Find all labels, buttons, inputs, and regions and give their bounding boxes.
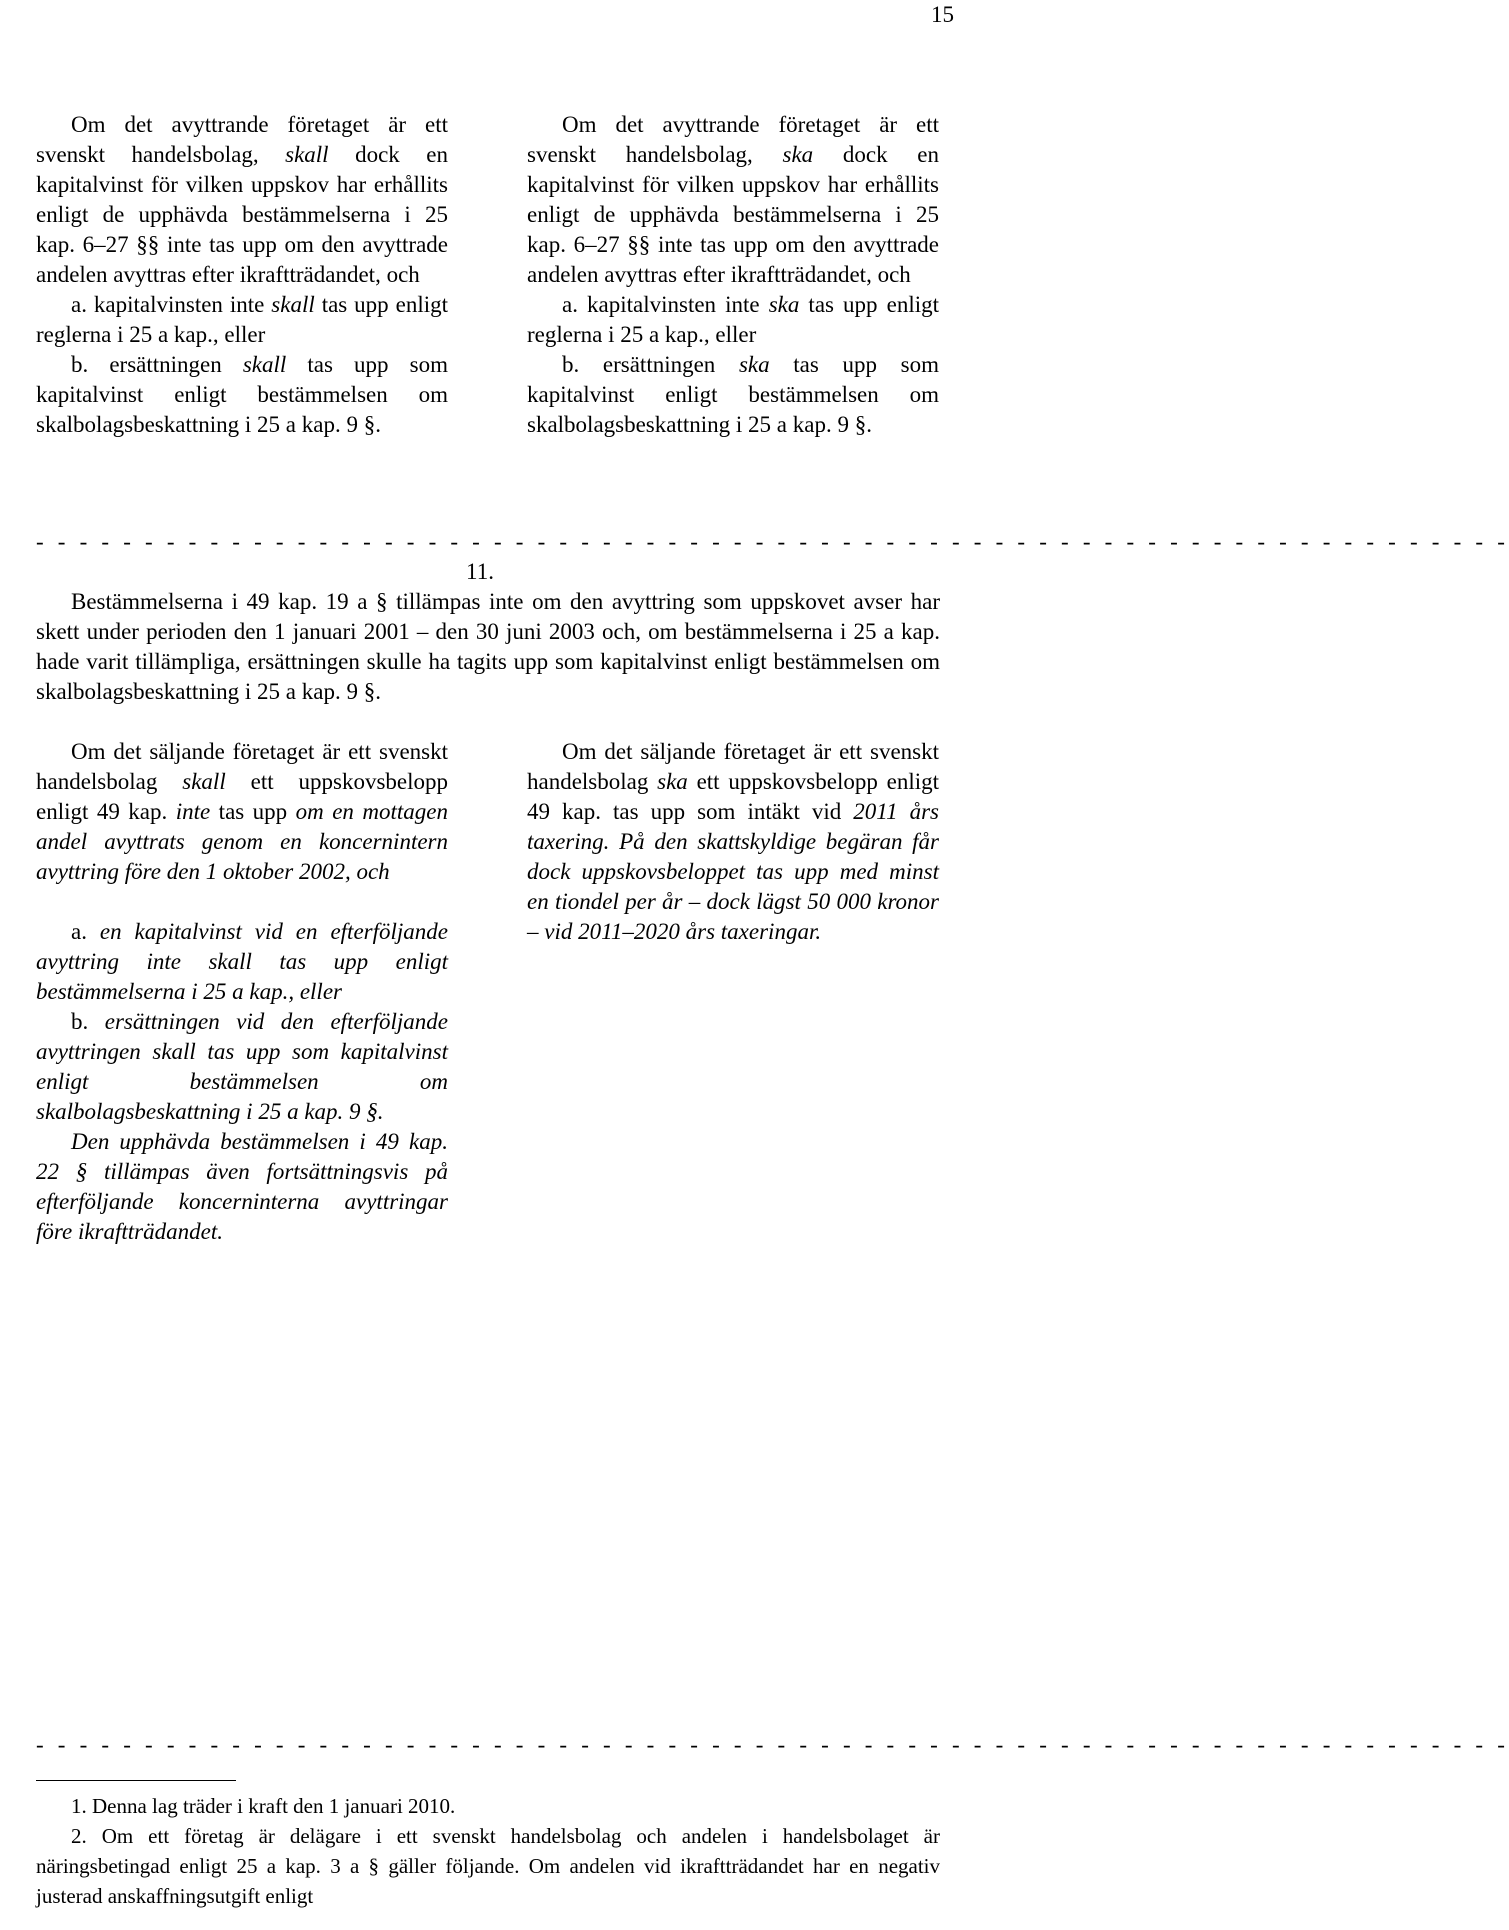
section2-left-item-a (36, 917, 448, 1007)
text-run: tas upp enligt reglerna i 25 a kap., eller (36, 292, 448, 347)
text-run: tas upp som kapitalvinst enligt bestämmelsen om skalbolagsbeskattning i 25 a kap. 9 §. (527, 352, 939, 437)
section1-left-column (36, 110, 448, 440)
section1-right-item-b (527, 350, 939, 440)
text-run: tas upp enligt reglerna i 25 a kap., eller (527, 292, 939, 347)
italic-run: en kapitalvinst vid en efterföljande avyttring inte skall tas upp enligt bestämmelserna i 25 a kap., eller (36, 919, 448, 1004)
italic-run: ska (768, 292, 800, 317)
section2-right-column (527, 737, 939, 947)
section2-left-intro (36, 737, 448, 887)
text-run: a. kapitalvinsten inte (71, 292, 272, 317)
section-number: 11. (466, 559, 494, 584)
text-run: b. ersättningen (71, 352, 243, 377)
section1-left-item-a (36, 290, 448, 350)
text-run: ett uppskovsbelopp enligt 49 kap. (36, 769, 448, 824)
italic-run: ska (782, 142, 814, 167)
section1-right-item-a (527, 290, 939, 350)
italic-run: skall (285, 142, 329, 167)
full-width-paragraph (36, 587, 940, 707)
italic-run: ska (657, 769, 688, 794)
section2-left-column (36, 737, 448, 1247)
text-run: dock en kapitalvinst för vilken uppskov har erhållits enligt de upphävda bestämmelserna i 25 kap. 6–27 §§ inte tas upp om den avyttrade andelen avyttras efter ikraftträdandet, och (527, 142, 940, 287)
section2-left-item-b (36, 1007, 448, 1127)
text-run: Om det säljande företaget är ett svenskt handelsbolag (527, 739, 939, 794)
text-run: Om det avyttrande företaget är ett svenskt handelsbolag, (36, 112, 448, 167)
footnote-rule (36, 1780, 236, 1781)
italic-run: 2011 års taxering. På den skattskyldige begäran får dock uppskovsbeloppet tas upp med minst en tiondel per år – dock lägst 50 000 kronor – vid 2011–2020 års taxeringar. (527, 799, 939, 944)
section1-left-item-b (36, 350, 448, 440)
section1-left-intro (36, 110, 448, 290)
italic-run: inte (175, 799, 211, 824)
text-run: b. (71, 1009, 105, 1034)
section1-right-column (527, 110, 939, 440)
dash-separator-2: - - - - - - - - - - - - - - - - - - - - - - - - - - - - - - - - - - - - - - - - - - - - - - - - - - - - - - - - - - - - - - - - - - - - (36, 1732, 1509, 1757)
text-run: ett uppskovsbelopp enligt 49 kap. tas upp som intäkt vid (527, 769, 940, 824)
section2-left-closing (36, 1127, 448, 1247)
italic-run: skall (271, 292, 315, 317)
section2-left-spacer (36, 887, 448, 917)
full-width-text: Bestämmelserna i 49 kap. 19 a § tillämpas inte om den avyttring som uppskovet avser har skett under perioden den 1 januari 2001 – den 30 juni 2003 och, om bestämmelserna i 25 a kap. hade varit tillämpliga, ersättningen skulle ha tagits upp som kapitalvinst enligt bestämmelsen om skalbolagsbeskattning i 25 a kap. 9 §. (36, 589, 940, 704)
italic-run: Den upphävda bestämmelsen i 49 kap. 22 § tillämpas även fortsättningsvis på efterföljande koncerninterna avyttringar före ikraftträdandet. (36, 1129, 448, 1244)
page-number: 15 (931, 2, 954, 27)
italic-run: ska (738, 352, 770, 377)
footnotes (36, 1791, 940, 1911)
italic-run: skall (242, 352, 287, 377)
dash-separator-1: - - - - - - - - - - - - - - - - - - - - - - - - - - - - - - - - - - - - - - - - - - - - - - - - - - - - - - - - - - - - - - - - - - - - (36, 529, 1509, 554)
text-run: b. ersättningen (562, 352, 739, 377)
italic-run: om en mottagen andel avyttrats genom en koncernintern avyttring före den 1 oktober 2002, och (36, 799, 448, 884)
text-run: dock en kapitalvinst för vilken uppskov har erhållits enligt de upphävda bestämmelserna i 25 kap. 6–27 §§ inte tas upp om den avyttrade andelen avyttras efter ikraftträdandet, och (36, 142, 449, 287)
text-run: a. kapitalvinsten inte (562, 292, 769, 317)
footnote-1: 1. Denna lag träder i kraft den 1 januari 2010. (71, 1794, 456, 1818)
text-run: Om det säljande företaget är ett svenskt handelsbolag (36, 739, 448, 794)
section1-right-intro (527, 110, 939, 290)
text-run: Om det avyttrande företaget är ett svenskt handelsbolag, (527, 112, 939, 167)
text-run: tas upp (210, 799, 296, 824)
footnote-2: 2. Om ett företag är delägare i ett svenskt handelsbolag och andelen i handelsbolaget är näringsbetingad enligt 25 a kap. 3 a § gäller följande. Om andelen vid ikraftträdandet har en negativ justerad anskaffningsutgift enligt (36, 1824, 940, 1908)
section2-right-intro (527, 737, 939, 947)
italic-run: ersättningen vid den efterföljande avyttringen skall tas upp som kapitalvinst enligt bestämmelsen om skalbolagsbeskattning i 25 a kap. 9 §. (36, 1009, 448, 1124)
text-run: a. (71, 919, 100, 944)
text-run: tas upp som kapitalvinst enligt bestämmelsen om skalbolagsbeskattning i 25 a kap. 9 §. (36, 352, 449, 437)
italic-run: skall (182, 769, 226, 794)
